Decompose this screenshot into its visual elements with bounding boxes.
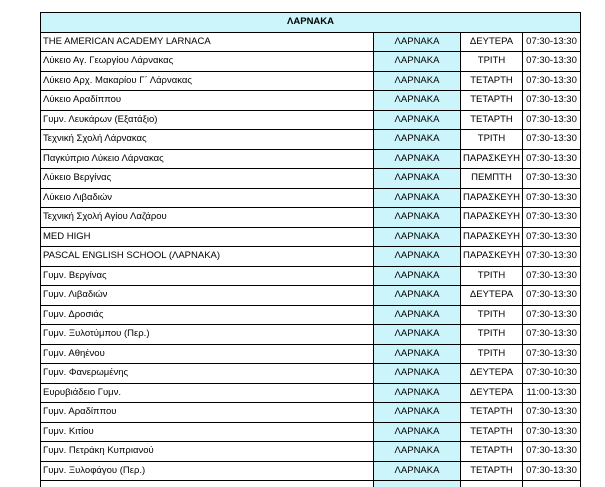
table-row xyxy=(41,266,581,286)
table-row xyxy=(41,227,581,247)
time-cell: 07:30-13:30 xyxy=(523,149,581,169)
district-cell: ΛΑΡΝΑΚΑ xyxy=(374,208,461,228)
district-cell: ΛΑΡΝΑΚΑ xyxy=(374,305,461,325)
table-row xyxy=(41,149,581,169)
district-cell: ΛΑΡΝΑΚΑ xyxy=(374,247,461,267)
day-cell: ΤΕΤΑΡΤΗ xyxy=(461,110,523,130)
district-cell: ΛΑΡΝΑΚΑ xyxy=(374,91,461,111)
school-name-cell: MED HIGH xyxy=(41,227,374,247)
day-cell: ΤΡΙΤΗ xyxy=(461,130,523,150)
time-cell: 07:30-13:30 xyxy=(523,227,581,247)
district-cell: ΛΑΡΝΑΚΑ xyxy=(374,32,461,52)
day-cell: ΤΡΙΤΗ xyxy=(461,52,523,72)
district-cell: ΛΑΡΝΑΚΑ xyxy=(374,344,461,364)
school-name-cell: Γυμν. Ξυλοτύμπου (Περ.) xyxy=(41,325,374,345)
time-cell: 07:30-13:30 xyxy=(523,461,581,481)
school-name-cell: Γυμν. Ξυλοφάγου (Περ.) xyxy=(41,461,374,481)
district-cell: ΛΑΡΝΑΚΑ xyxy=(374,149,461,169)
school-name-cell-cutoff xyxy=(41,481,374,487)
table-row xyxy=(41,364,581,384)
district-cell: ΛΑΡΝΑΚΑ xyxy=(374,442,461,462)
table-row xyxy=(41,52,581,72)
table-row xyxy=(41,110,581,130)
school-name-cell: Παγκύπριο Λύκειο Λάρνακας xyxy=(41,149,374,169)
time-cell: 07:30-13:30 xyxy=(523,188,581,208)
table-row xyxy=(41,32,581,52)
day-cell: ΤΕΤΑΡΤΗ xyxy=(461,461,523,481)
table-row xyxy=(41,461,581,481)
time-cell: 07:30-13:30 xyxy=(523,52,581,72)
day-cell: ΔΕΥΤΕΡΑ xyxy=(461,383,523,403)
day-cell: ΤΕΤΑΡΤΗ xyxy=(461,442,523,462)
time-cell: 07:30-13:30 xyxy=(523,442,581,462)
table-row xyxy=(41,286,581,306)
school-name-cell: Ευρυβιάδειο Γυμν. xyxy=(41,383,374,403)
time-cell: 07:30-13:30 xyxy=(523,286,581,306)
school-name-cell: Γυμν. Λευκάρων (Εξατάξιο) xyxy=(41,110,374,130)
school-name-cell: Λύκειο Βεργίνας xyxy=(41,169,374,189)
table-row xyxy=(41,247,581,267)
school-name-cell: Λύκειο Λιβαδιών xyxy=(41,188,374,208)
day-cell: ΔΕΥΤΕΡΑ xyxy=(461,286,523,306)
table-row xyxy=(41,325,581,345)
table-row xyxy=(41,169,581,189)
day-cell: ΠΕΜΠΤΗ xyxy=(461,169,523,189)
time-cell: 07:30-10:30 xyxy=(523,364,581,384)
school-name-cell: Γυμν. Αραδίππου xyxy=(41,403,374,423)
time-cell-cutoff xyxy=(523,481,581,487)
district-cell: ΛΑΡΝΑΚΑ xyxy=(374,364,461,384)
time-cell: 11:00-13:30 xyxy=(523,383,581,403)
district-cell: ΛΑΡΝΑΚΑ xyxy=(374,71,461,91)
school-name-cell: Γυμν. Κιτίου xyxy=(41,422,374,442)
day-cell: ΔΕΥΤΕΡΑ xyxy=(461,364,523,384)
schedule-sheet xyxy=(40,12,580,487)
district-cell: ΛΑΡΝΑΚΑ xyxy=(374,383,461,403)
district-cell: ΛΑΡΝΑΚΑ xyxy=(374,188,461,208)
table-row xyxy=(41,305,581,325)
school-name-cell: Γυμν. Αθηένου xyxy=(41,344,374,364)
time-cell: 07:30-13:30 xyxy=(523,208,581,228)
district-cell: ΛΑΡΝΑΚΑ xyxy=(374,325,461,345)
district-cell: ΛΑΡΝΑΚΑ xyxy=(374,461,461,481)
schedule-table xyxy=(40,12,581,487)
school-name-cell: Γυμν. Δροσιάς xyxy=(41,305,374,325)
school-name-cell: Τεχνική Σχολή Λάρνακας xyxy=(41,130,374,150)
district-cell: ΛΑΡΝΑΚΑ xyxy=(374,286,461,306)
day-cell: ΠΑΡΑΣΚΕΥΗ xyxy=(461,188,523,208)
time-cell: 07:30-13:30 xyxy=(523,422,581,442)
table-row xyxy=(41,403,581,423)
school-name-cell: Γυμν. Λιβαδιών xyxy=(41,286,374,306)
day-cell: ΠΑΡΑΣΚΕΥΗ xyxy=(461,247,523,267)
school-name-cell: Λύκειο Αραδίππου xyxy=(41,91,374,111)
day-cell: ΤΕΤΑΡΤΗ xyxy=(461,422,523,442)
school-name-cell: THE AMERICAN ACADEMY LARNACA xyxy=(41,32,374,52)
time-cell: 07:30-13:30 xyxy=(523,403,581,423)
day-cell: ΤΡΙΤΗ xyxy=(461,266,523,286)
time-cell: 07:30-13:30 xyxy=(523,266,581,286)
school-name-cell: Λύκειο Αγ. Γεωργίου Λάρνακας xyxy=(41,52,374,72)
school-name-cell: Λύκειο Αρχ. Μακαρίου Γ΄ Λάρνακας xyxy=(41,71,374,91)
day-cell: ΤΕΤΑΡΤΗ xyxy=(461,403,523,423)
district-cell: ΛΑΡΝΑΚΑ xyxy=(374,110,461,130)
school-name-cell: Γυμν. Βεργίνας xyxy=(41,266,374,286)
district-cell-cutoff xyxy=(374,481,461,487)
time-cell: 07:30-13:30 xyxy=(523,344,581,364)
day-cell: ΔΕΥΤΕΡΑ xyxy=(461,32,523,52)
day-cell: ΤΕΤΑΡΤΗ xyxy=(461,91,523,111)
table-row xyxy=(41,442,581,462)
time-cell: 07:30-13:30 xyxy=(523,169,581,189)
district-cell: ΛΑΡΝΑΚΑ xyxy=(374,266,461,286)
day-cell: ΤΡΙΤΗ xyxy=(461,325,523,345)
school-name-cell: Γυμν. Φανερωμένης xyxy=(41,364,374,384)
district-cell: ΛΑΡΝΑΚΑ xyxy=(374,52,461,72)
time-cell: 07:30-13:30 xyxy=(523,130,581,150)
district-cell: ΛΑΡΝΑΚΑ xyxy=(374,169,461,189)
day-cell: ΠΑΡΑΣΚΕΥΗ xyxy=(461,227,523,247)
day-cell: ΤΡΙΤΗ xyxy=(461,344,523,364)
time-cell: 07:30-13:30 xyxy=(523,305,581,325)
table-row-cutoff xyxy=(41,481,581,487)
time-cell: 07:30-13:30 xyxy=(523,110,581,130)
header-row xyxy=(41,13,581,33)
school-name-cell: Τεχνική Σχολή Αγίου Λαζάρου xyxy=(41,208,374,228)
district-cell: ΛΑΡΝΑΚΑ xyxy=(374,130,461,150)
table-row xyxy=(41,422,581,442)
day-cell: ΠΑΡΑΣΚΕΥΗ xyxy=(461,149,523,169)
table-row xyxy=(41,71,581,91)
school-name-cell: Γυμν. Πετράκη Κυπριανού xyxy=(41,442,374,462)
table-row xyxy=(41,208,581,228)
time-cell: 07:30-13:30 xyxy=(523,325,581,345)
table-title: ΛΑΡΝΑΚΑ xyxy=(41,13,581,33)
table-row xyxy=(41,383,581,403)
table-row xyxy=(41,344,581,364)
day-cell: ΤΡΙΤΗ xyxy=(461,305,523,325)
district-cell: ΛΑΡΝΑΚΑ xyxy=(374,403,461,423)
time-cell: 07:30-13:30 xyxy=(523,91,581,111)
district-cell: ΛΑΡΝΑΚΑ xyxy=(374,227,461,247)
table-row xyxy=(41,188,581,208)
table-row xyxy=(41,130,581,150)
school-name-cell: PASCAL ENGLISH SCHOOL (ΛΑΡΝΑΚΑ) xyxy=(41,247,374,267)
district-cell: ΛΑΡΝΑΚΑ xyxy=(374,422,461,442)
table-row xyxy=(41,91,581,111)
time-cell: 07:30-13:30 xyxy=(523,32,581,52)
day-cell: ΠΑΡΑΣΚΕΥΗ xyxy=(461,208,523,228)
day-cell: ΤΕΤΑΡΤΗ xyxy=(461,71,523,91)
time-cell: 07:30-13:30 xyxy=(523,247,581,267)
day-cell-cutoff xyxy=(461,481,523,487)
time-cell: 07:30-13:30 xyxy=(523,71,581,91)
